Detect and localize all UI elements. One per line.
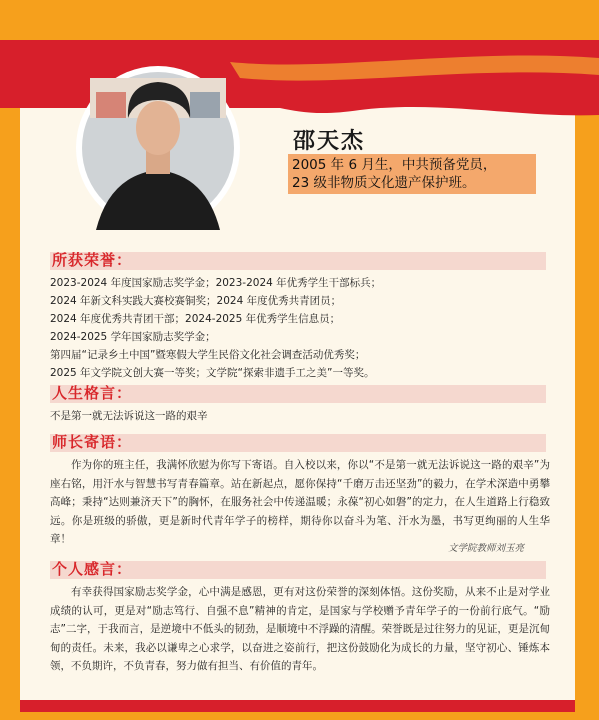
honor-item: 2023-2024 年度国家励志奖学金；2023-2024 年优秀学生干部标兵； [50,277,382,289]
honor-item: 2024-2025 学年国家励志奖学金； [50,331,216,343]
honor-item: 2024 年新文科实践大赛校赛铜奖；2024 年度优秀共青团员； [50,295,342,307]
section-title-personal: 个人感言： [52,560,133,578]
section-title-teacher: 师长寄语： [52,433,133,451]
student-name: 邵天杰 [293,129,366,154]
intro-line: 23 级非物质文化遗产保护班。 [292,175,476,191]
intro-line: 2005 年 6 月生，中共预备党员， [292,157,497,173]
teacher-message: 作为你的班主任，我满怀欣慰为你写下寄语。自入校以来，你以“不是第一就无法诉说这一路的艰辛”为座右铭，用汗水与智慧书写青春篇章。站在新起点，愿你保持“千磨万击还坚劲”的毅力，在学术深造中勇攀高峰；秉持“达则兼济天下”的胸怀，在服务社会中传递温暖；永葆“初心如磐”的定力，在人生道路上行稳致远。你是班级的骄傲，更是新时代青年学子的榜样，期待你以奋斗为笔、汗水为墨，书写更绚丽的人生华章！ [50,459,550,545]
section-title-motto: 人生格言： [52,384,133,402]
honor-item: 2025 年文学院文创大赛一等奖；文学院“探索非遗手工之美”一等奖。 [50,367,375,379]
personal-statement: 有幸获得国家励志奖学金，心中满是感恩，更有对这份荣誉的深刻体悟。这份奖励，从来不止是对学业成绩的认可，更是对“励志笃行、自强不息”精神的肯定，是国家与学校赠予青年学子的一份前行底气。“励志”二字，于我而言，是逆境中不低头的韧劲，是顺境中不浮躁的清醒。荣誉既是过往努力的见证，更是沉甸甸的责任。未来，我必以谦卑之心求学，以奋进之姿前行，把这份鼓励化为成长的力量，坚守初心、锤炼本领，不负期许，不负青春，努力做有担当、有价值的青年。 [50,586,550,672]
honor-item: 第四届“记录乡土中国”暨寒假大学生民俗文化社会调查活动优秀奖； [50,349,366,361]
teacher-signature: 文学院教师刘玉亮 [448,543,525,554]
section-title-honors: 所获荣誉： [52,251,133,269]
motto-text: 不是第一就无法诉说这一路的艰辛 [50,410,208,422]
student-intro [288,154,536,194]
honor-item: 2024 年度优秀共青团干部；2024-2025 年优秀学生信息员； [50,313,341,325]
